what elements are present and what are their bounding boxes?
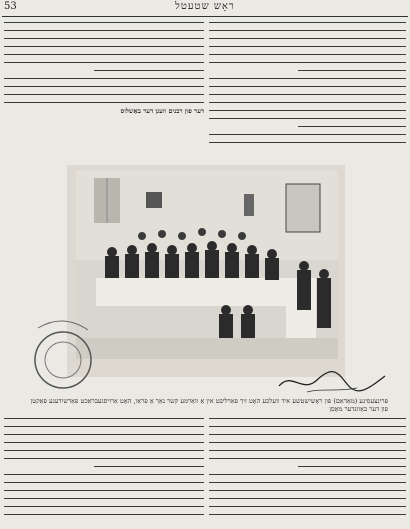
text-line (4, 442, 204, 443)
stamp-icon (28, 308, 98, 394)
signature-icon (277, 366, 387, 396)
text-line (4, 418, 204, 419)
text-column-left-bottom (4, 418, 204, 526)
text-line (209, 434, 406, 435)
text-line (298, 126, 406, 127)
photo-caption: פּרינצעסינע (מאַדאַם) פון ראָשישטשע איד וועלכע האָט זיך פאַרליבט אין אַ וואַרמע קשר נאַך אַ פראַו, האָט אַרויסגעבראַכט פאַרשידענע פאַקטן פון דער באַזונדער מאָסן (30, 397, 388, 413)
text-line (209, 514, 406, 515)
text-line (4, 474, 204, 475)
text-column-right-bottom (209, 418, 406, 526)
running-title: ראָש שטעטל (175, 1, 235, 12)
page-number: 53 (4, 1, 17, 12)
text-line (4, 514, 204, 515)
text-line (209, 38, 406, 39)
text-column-left-top (4, 22, 204, 150)
text-line (298, 70, 406, 71)
text-line (4, 426, 204, 427)
text-line (4, 22, 204, 23)
text-line (209, 62, 406, 63)
text-line (209, 442, 406, 443)
text-line (4, 498, 204, 499)
text-line (209, 142, 406, 143)
text-line (209, 418, 406, 419)
text-line (209, 86, 406, 87)
text-line (209, 474, 406, 475)
text-line (4, 86, 204, 87)
text-line (4, 506, 204, 507)
text-line (209, 450, 406, 451)
text-line (4, 78, 204, 79)
text-line (4, 450, 204, 451)
text-column-right-top (209, 22, 406, 152)
text-line (4, 38, 204, 39)
text-line (4, 458, 204, 459)
text-line (4, 30, 204, 31)
text-line (209, 78, 406, 79)
text-line (209, 30, 406, 31)
text-line (209, 54, 406, 55)
text-line (209, 482, 406, 483)
text-line (4, 46, 204, 47)
text-line (4, 54, 204, 55)
text-line (298, 466, 406, 467)
text-line (209, 490, 406, 491)
text-line (4, 490, 204, 491)
text-line (4, 94, 204, 95)
text-line (209, 426, 406, 427)
group-photograph (76, 170, 338, 359)
text-line (209, 506, 406, 507)
text-line (209, 458, 406, 459)
text-line (94, 466, 204, 467)
text-line (209, 118, 406, 119)
text-line (4, 434, 204, 435)
text-line (94, 70, 204, 71)
text-line (4, 62, 204, 63)
text-line (209, 110, 406, 111)
text-line (4, 102, 204, 103)
text-line (209, 94, 406, 95)
section-heading: דער פון רבנים וועגן דער באַשלוס (120, 107, 204, 115)
text-line (209, 22, 406, 23)
text-line (209, 102, 406, 103)
text-line (209, 498, 406, 499)
page-header (2, 0, 408, 17)
text-line (4, 482, 204, 483)
text-line (209, 46, 406, 47)
photo-block (22, 158, 390, 394)
text-line (209, 134, 406, 135)
